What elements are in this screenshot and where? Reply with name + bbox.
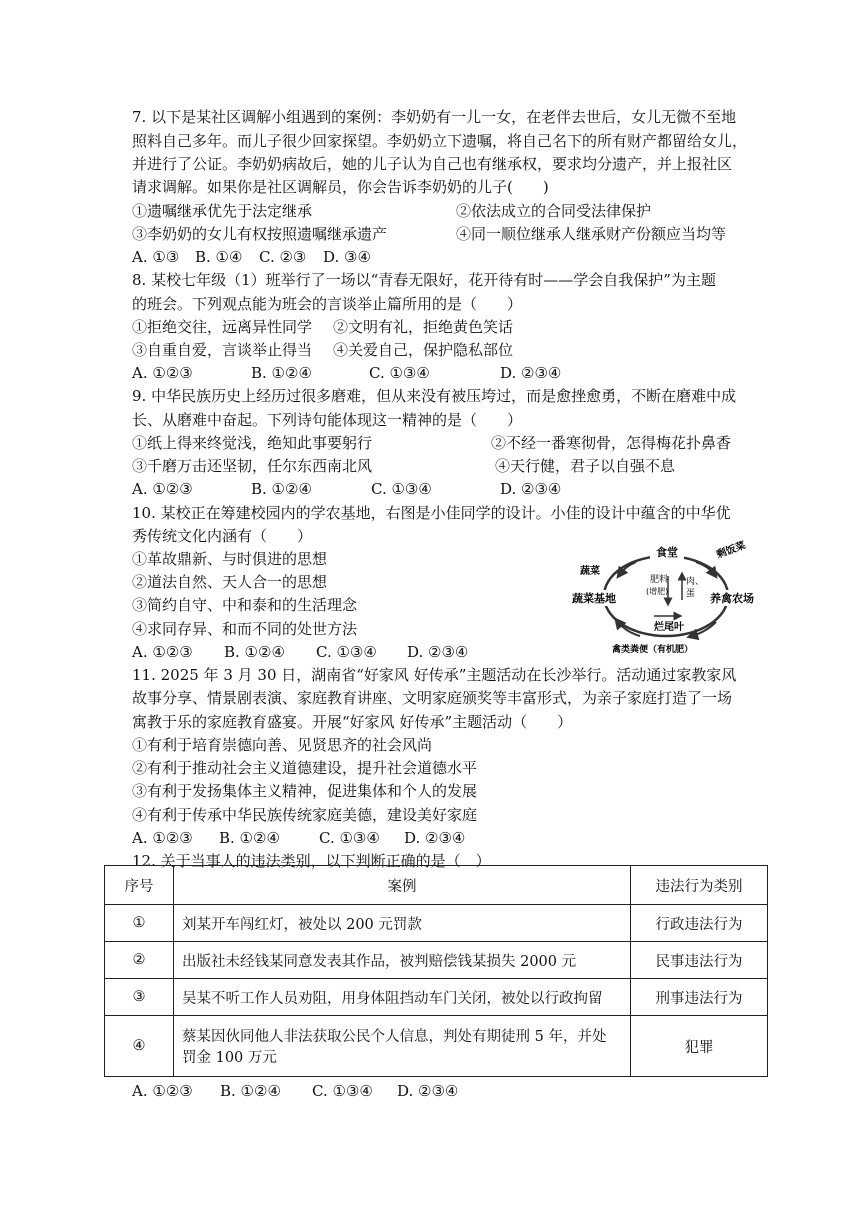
q9-option-row-2: [132, 455, 676, 477]
q7-stem-line-3: 并进行了公证。李奶奶病故后，她的儿子认为自己也有继承权，要求均分遗产，并上报社区: [132, 155, 733, 173]
node-fertilizer-note: (增肥): [646, 587, 669, 596]
q11-choice-d[interactable]: D. ②③④: [404, 829, 466, 847]
q7-item-2: ②依法成立的合同受法律保护: [456, 202, 652, 220]
row-number: ②: [105, 942, 174, 979]
q9-choice-d[interactable]: D. ②③④: [500, 480, 562, 498]
row-case: [174, 1016, 631, 1077]
q9-item-3: ③千磨万击还坚韧，任尔东西南北风: [132, 457, 373, 475]
header-number: 序号: [105, 866, 174, 905]
q7-stem-line-1: 7. 以下是某社区调解小组遇到的案例：李奶奶有一儿一女，在老伴去世后，女儿无微不至地: [132, 108, 737, 126]
table-row: [105, 1016, 768, 1077]
q8-choice-c[interactable]: C. ①③④: [369, 364, 430, 382]
q7-option-row-1: [132, 200, 652, 222]
q10-choice-a[interactable]: A. ①②③: [132, 643, 193, 661]
q8-choice-d[interactable]: D. ②③④: [500, 364, 562, 382]
q11-item-3: ③有利于发扬集体主义精神，促进集体和个人的发展: [132, 782, 478, 800]
q11-item-1: ①有利于培育崇德向善、见贤思齐的社会风尚: [132, 736, 433, 754]
q11-choice-a[interactable]: A. ①②③: [132, 829, 193, 847]
q9-item-1: ①纸上得来终觉浅，绝知此事要躬行: [132, 434, 373, 452]
node-rotten-leaves: 烂尾叶: [654, 622, 684, 633]
q12-stem: 12. 关于当事人的违法类别，以下判断正确的是（ ）: [132, 852, 491, 870]
q9-item-4: ④天行健，君子以自强不息: [495, 457, 676, 475]
q10-choice-c[interactable]: C. ①③④: [316, 643, 377, 661]
node-canteen: 食堂: [656, 546, 678, 559]
q10-choice-b[interactable]: B. ①②④: [224, 643, 285, 661]
row-case: 刘某开车闯红灯，被处以 200 元罚款: [174, 905, 631, 942]
q12-choice-d[interactable]: D. ②③④: [397, 1082, 459, 1100]
row-number: ③: [105, 979, 174, 1016]
q10-stem-line-1: 10. 某校正在筹建校园内的学农基地，右图是小佳同学的设计。小佳的设计中蕴含的中华优: [132, 504, 731, 522]
q7-stem-line-2: 照料自己多年。而儿子很少回家探望。李奶奶立下遗嘱，将自己名下的所有财产都留给女儿，: [132, 132, 748, 150]
q8-option-row-1: [132, 316, 514, 338]
q10-item-3: ③简约自守、中和泰和的生活理念: [132, 596, 358, 614]
node-poultry-farm: 养禽农场: [710, 592, 754, 605]
q10-item-2: ②道法自然、天人合一的思想: [132, 573, 328, 591]
q11-choice-c[interactable]: C. ①③④: [319, 829, 380, 847]
q9-option-row-1: [132, 432, 732, 454]
q9-choice-a[interactable]: A. ①②③: [132, 480, 193, 498]
node-manure: 禽类粪便（有机肥）: [612, 645, 694, 655]
q8-choice-b[interactable]: B. ①②④: [251, 364, 312, 382]
row-case-line-1: 蔡某因伙同他人非法获取公民个人信息，判处有期徒刑 5 年，并处: [182, 1029, 607, 1045]
q7-choice-c[interactable]: C. ②③: [259, 248, 307, 266]
q7-choice-a[interactable]: A. ①③: [132, 248, 180, 266]
table-row: [105, 942, 768, 979]
node-meat-egg-2: 蛋: [686, 589, 696, 599]
q11-item-4: ④有利于传承中华民族传统家庭美德，建设美好家庭: [132, 806, 478, 824]
q12-choice-c[interactable]: C. ①③④: [312, 1082, 373, 1100]
row-number: ④: [105, 1016, 174, 1077]
q7-item-3: ③李奶奶的女儿有权按照遗嘱继承遗产: [132, 225, 388, 243]
q8-item-2: ②文明有礼，拒绝黄色笑话: [333, 318, 514, 336]
q8-item-4: ④关爱自己，保护隐私部位: [333, 341, 514, 359]
q9-stem-line-2: 长、从磨难中奋起。下列诗句能体现这一精神的是（ ）: [132, 411, 523, 429]
q8-stem-line-1: 8. 某校七年级（1）班举行了一场以“青春无限好，花开待有时——学会自我保护”为主题: [132, 271, 716, 289]
q11-stem-line-2: 故事分享、情景剧表演、家庭教育讲座、文明家庭颁奖等丰富形式，为亲子家庭打造了一场: [132, 689, 733, 707]
q10-choice-d[interactable]: D. ②③④: [407, 643, 469, 661]
q12-choice-a[interactable]: A. ①②③: [132, 1082, 193, 1100]
row-number: ①: [105, 905, 174, 942]
q11-choice-b[interactable]: B. ①②④: [219, 829, 280, 847]
q9-choice-c[interactable]: C. ①③④: [371, 480, 432, 498]
header-case: 案例: [174, 866, 631, 905]
table-row: [105, 905, 768, 942]
node-leftover: 剩饭菜: [715, 540, 748, 561]
node-meat-egg-1: 肉、: [686, 577, 705, 587]
q7-stem-line-4: 请求调解。如果你是社区调解员，你会告诉李奶奶的儿子( ): [132, 178, 549, 196]
header-type: 违法行为类别: [631, 866, 768, 905]
farm-cycle-diagram: [566, 538, 766, 656]
node-veg-base: 蔬菜基地: [572, 592, 616, 605]
q11-stem-line-1: 11. 2025 年 3 月 30 日，湖南省“好家风 好传承”主题活动在长沙举行。活动通过家教家风: [132, 666, 737, 684]
q7-choice-b[interactable]: B. ①④: [195, 248, 243, 266]
q10-stem-line-2: 秀传统文化内涵有（ ）: [132, 527, 313, 545]
q11-item-2: ②有利于推动社会主义道德建设，提升社会道德水平: [132, 759, 478, 777]
q11-stem-line-3: 寓教于乐的家庭教育盛宴。开展“好家风 好传承”主题活动（ ）: [132, 713, 573, 731]
row-case-line-2: 罚金 100 万元: [182, 1050, 277, 1066]
row-type: 犯罪: [631, 1016, 768, 1077]
q8-stem-line-2: 的班会。下列观点能为班会的言谈举止篇所用的是（ ）: [132, 295, 523, 313]
table-row: [105, 979, 768, 1016]
row-case: 出版社未经钱某同意发表其作品，被判赔偿钱某损失 2000 元: [174, 942, 631, 979]
q7-item-4: ④同一顺位继承人继承财产份额应当均等: [456, 225, 727, 243]
row-case: 吴某不听工作人员劝阻，用身体阻挡动车门关闭，被处以行政拘留: [174, 979, 631, 1016]
node-fertilizer: 肥料: [650, 575, 669, 585]
row-type: 行政违法行为: [631, 905, 768, 942]
q9-choice-b[interactable]: B. ①②④: [251, 480, 312, 498]
q10-item-1: ①革故鼎新、与时俱进的思想: [132, 550, 328, 568]
q8-item-1: ①拒绝交往，远离异性同学: [132, 318, 313, 336]
q12-choice-b[interactable]: B. ①②④: [220, 1082, 281, 1100]
row-type: 民事违法行为: [631, 942, 768, 979]
q7-option-row-2: [132, 223, 727, 245]
q8-option-row-2: [132, 339, 514, 361]
q8-choice-a[interactable]: A. ①②③: [132, 364, 193, 382]
table-header-row: [105, 866, 768, 905]
q7-choice-d[interactable]: D. ③④: [323, 248, 371, 266]
q9-stem-line-1: 9. 中华民族历史上经历过很多磨难，但从来没有被压垮过，而是愈挫愈勇，不断在磨难中成: [132, 387, 737, 405]
case-table: [104, 865, 768, 1077]
q8-item-3: ③自重自爱，言谈举止得当: [132, 341, 313, 359]
q9-item-2: ②不经一番寒彻骨，怎得梅花扑鼻香: [491, 434, 732, 452]
row-type: 刑事违法行为: [631, 979, 768, 1016]
q10-item-4: ④求同存异、和而不同的处世方法: [132, 620, 358, 638]
node-vegetables: 蔬菜: [580, 566, 600, 577]
q7-item-1: ①遗嘱继承优先于法定继承: [132, 202, 313, 220]
